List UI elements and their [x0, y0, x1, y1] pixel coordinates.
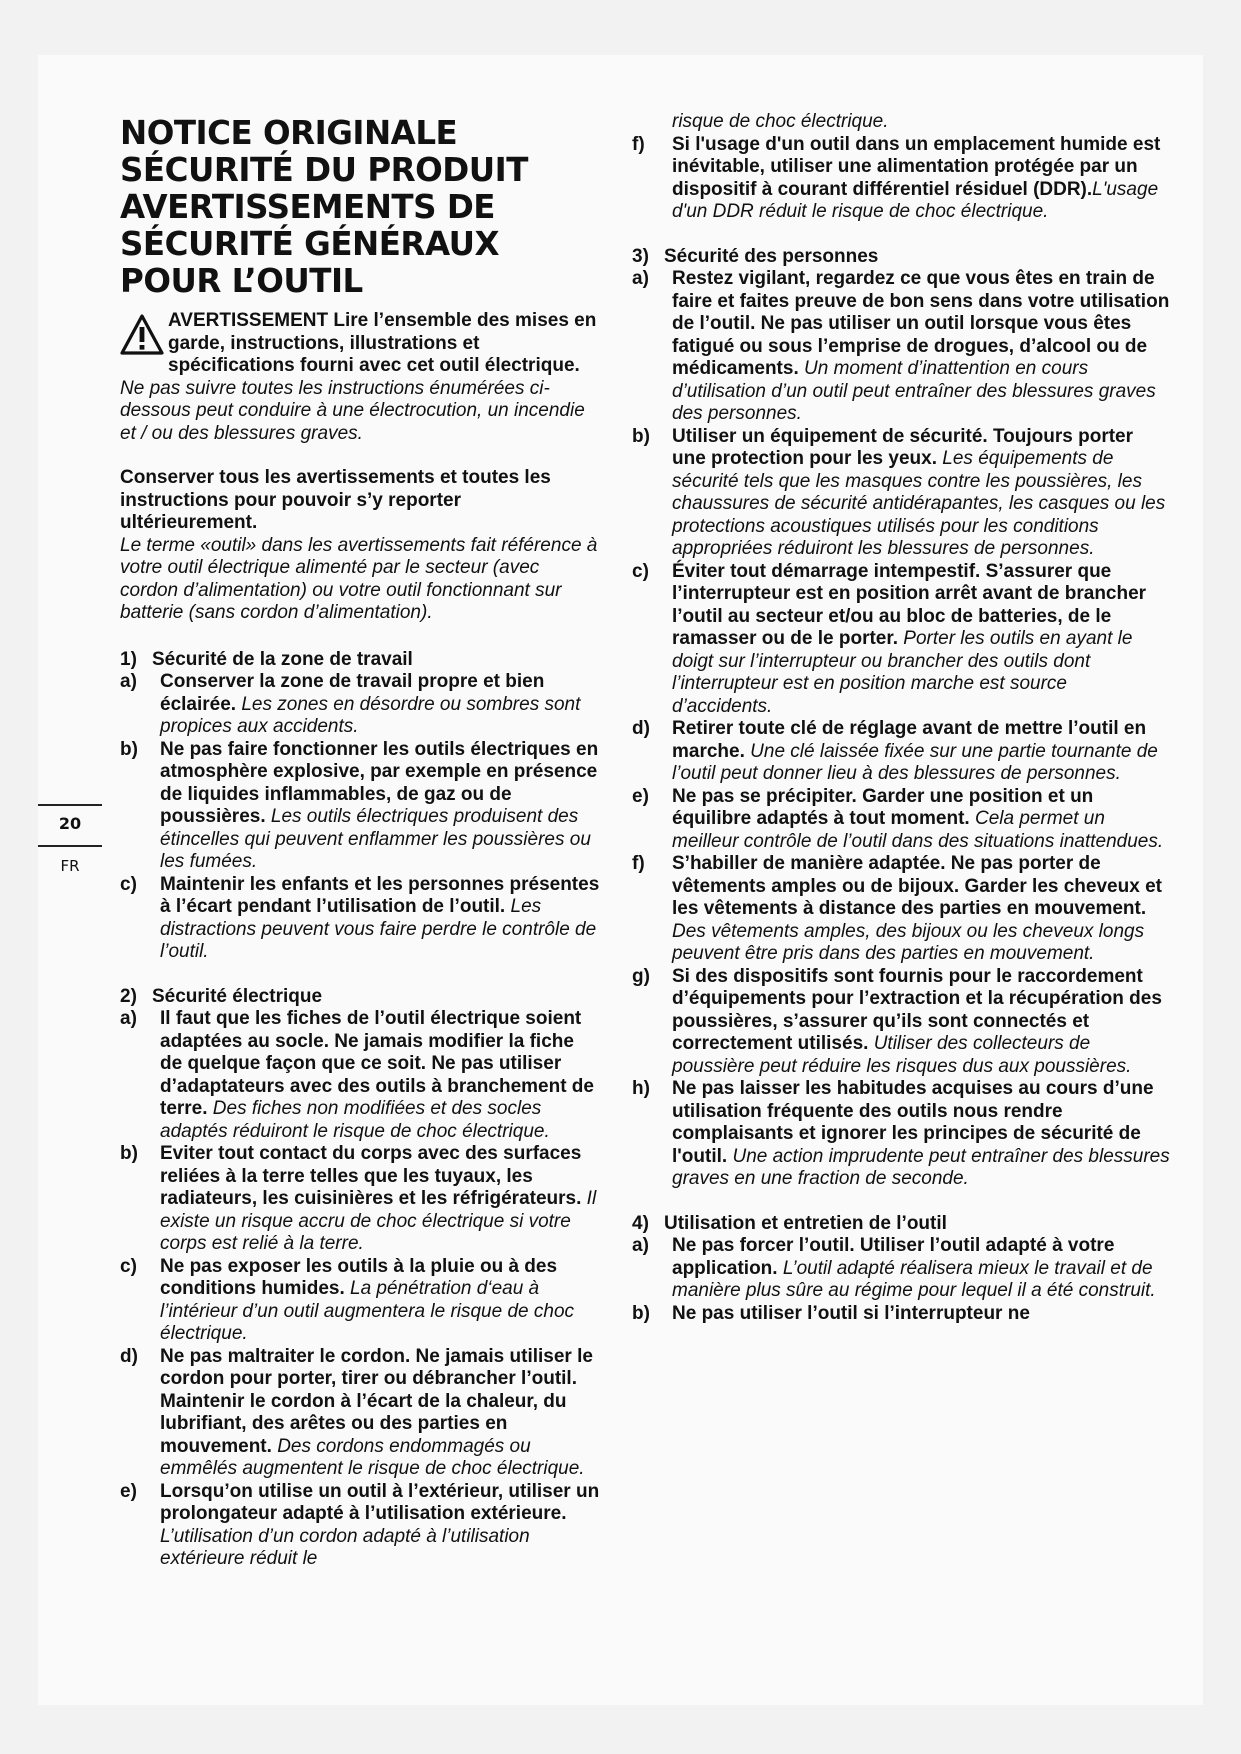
- section-work-area: [120, 649, 600, 964]
- item-bold-text: Conserver la zone de travail propre et bien éclairée.: [160, 671, 545, 715]
- item-italic-text: Des vêtements amples, des bijoux ou les cheveux longs peuvent être pris dans des parties en mouvement.: [672, 920, 1145, 964]
- section-heading: [632, 1213, 1172, 1236]
- item-letter: e): [632, 785, 649, 807]
- list-item: [632, 853, 1172, 966]
- item-bold-text: Utiliser un équipement de sécurité. Toujours porter une protection pour les yeux.: [672, 425, 1134, 469]
- section-number: 4): [632, 1212, 649, 1234]
- item-letter: h): [632, 1078, 650, 1099]
- language-code: FR: [60, 857, 80, 875]
- item-letter: f): [632, 853, 645, 874]
- item-bold-text: Ne pas faire fonctionner les outils électriques en atmosphère explosive, par exemple en présence de liquides inflammables, de gaz ou de poussières.: [160, 738, 599, 827]
- list-item: [632, 134, 1172, 224]
- list-item: [632, 1078, 1172, 1191]
- list-item: [632, 786, 1172, 854]
- left-column: [120, 111, 600, 1593]
- item-italic-text: Une action imprudente peut entraîner des blessures graves en une fraction de seconde.: [672, 1145, 1170, 1189]
- item-italic-text: L’utilisation d’un cordon adapté à l’utilisation extérieure réduit le: [160, 1525, 530, 1569]
- list-item: [120, 874, 600, 964]
- item-bold-text: Si l'usage d'un outil dans un emplacement humide est inévitable, utiliser une alimentation protégée par un dispositif à courant différentiel résiduel (DDR).: [672, 133, 1161, 200]
- keep-instructions: [120, 467, 600, 625]
- item-bold-text: Ne pas laisser les habitudes acquises au cours d’une utilisation fréquente des outils nous rendre complaisants et ignorer les principes de sécurité de l'outil.: [672, 1078, 1154, 1167]
- item-italic-text: Les outils électriques produisent des étincelles qui peuvent enflammer les poussières ou les fumées.: [160, 806, 591, 872]
- item-letter: b): [120, 738, 138, 760]
- list-item: [632, 1303, 1172, 1326]
- section-tool-use: [632, 1213, 1172, 1326]
- item-letter: b): [120, 1143, 138, 1164]
- item-letter: a): [632, 268, 649, 289]
- item-letter: a): [632, 1235, 649, 1256]
- item-bold-text: Ne pas maltraiter le cordon. Ne jamais utiliser le cordon pour porter, tirer ou débrancher l’outil. Maintenir le cordon à l’écart de la chaleur, du lubrifiant, des arêtes ou des parties en mouvement.: [160, 1345, 593, 1457]
- item-bold-text: Ne pas se précipiter. Garder une position et un équilibre adaptés à tout moment.: [672, 785, 1094, 829]
- keep-italic-text: Le terme «outil» dans les avertissements fait référence à votre outil électrique alimenté par le secteur (avec cordon d’alimentation) ou votre outil fonctionnant sur batterie (sans cordon d’alimentation).: [120, 534, 598, 623]
- warning-bold-text: Lire l’ensemble des mises en garde, instructions, illustrations et spécifications fourni avec cet outil électrique.: [168, 310, 597, 376]
- list-item: [632, 561, 1172, 719]
- item-bold-text: Lorsqu’on utilise un outil à l’extérieur, utiliser un prolongateur adapté à l’utilisation extérieure.: [160, 1480, 600, 1524]
- section-title: Sécurité de la zone de travail: [152, 648, 413, 670]
- general-warning: [120, 310, 600, 445]
- item-bold-text: Retirer toute clé de réglage avant de mettre l’outil en marche.: [672, 718, 1147, 762]
- item-letter: g): [632, 965, 650, 987]
- item-bold-text: Ne pas exposer les outils à la pluie ou à des conditions humides.: [160, 1255, 558, 1299]
- page-number-block: [38, 804, 102, 875]
- item-italic-text: Les zones en désordre ou sombres sont propices aux accidents.: [160, 693, 581, 737]
- item-italic-text: Il existe un risque accru de choc électrique si votre corps est relié à la terre.: [160, 1188, 597, 1254]
- item-letter: b): [632, 425, 650, 447]
- list-item: [120, 671, 600, 739]
- item-bold-text: Restez vigilant, regardez ce que vous êtes en train de faire et faites preuve de bon sens dans votre utilisation de l’outil. Ne pas utiliser un outil lorsque vous êtes fatigué ou sous l’emprise de drogues, d’alcool ou de médicaments.: [672, 268, 1170, 379]
- divider: [38, 804, 102, 806]
- item-italic-text: L’outil adapté réalisera mieux le travail et de manière plus sûre au régime pour lequel il a été construit.: [672, 1257, 1156, 1301]
- section-number: 2): [120, 985, 137, 1007]
- item-italic-text: Un moment d’inattention en cours d’utilisation d’un outil peut entraîner des blessures graves des personnes.: [672, 358, 1156, 424]
- warning-triangle-icon: [120, 313, 164, 357]
- list-item: [120, 1143, 600, 1256]
- item-italic-text: Une clé laissée fixée sur une partie tournante de l’outil peut donner lieu à des blessures de personnes.: [672, 740, 1158, 784]
- manual-page: [38, 55, 1203, 1705]
- item-italic-text: Cela permet un meilleur contrôle de l’outil dans des situations inattendues.: [672, 808, 1164, 852]
- item-letter: c): [632, 560, 649, 582]
- item-letter: c): [120, 1255, 137, 1277]
- item-letter: c): [120, 873, 137, 895]
- item-italic-text: L'usage d'un DDR réduit le risque de choc électrique.: [672, 178, 1159, 222]
- item-italic-text: Des fiches non modifiées et des socles adaptés réduiront le risque de choc électrique.: [160, 1098, 550, 1142]
- right-column: [632, 111, 1172, 1347]
- item-letter: e): [120, 1480, 137, 1502]
- section-heading: [120, 649, 600, 672]
- item-italic-text: Les équipements de sécurité tels que les masques contre les poussières, les chaussures de sécurité antidérapantes, les casques ou les protections acoustiques utilisés pour les conditions appropriées réduiront les blessures de personnes.: [672, 448, 1166, 559]
- list-item: [120, 1256, 600, 1346]
- warning-italic-text: Ne pas suivre toutes les instructions énumérées ci-dessous peut conduire à une électrocution, un incendie et / ou des blessures graves.: [120, 377, 585, 444]
- item-italic-text: Des cordons endommagés ou emmêlés augmentent le risque de choc électrique.: [160, 1435, 585, 1479]
- item-italic-text: La pénétration d‘eau à l’intérieur d’un outil augmentera le risque de choc électrique.: [160, 1278, 575, 1344]
- section-electrical: [120, 986, 600, 1571]
- section-number: 3): [632, 245, 649, 267]
- section-title: Utilisation et entretien de l’outil: [664, 1212, 947, 1234]
- item-letter: f): [632, 133, 645, 155]
- list-item: [632, 718, 1172, 786]
- list-item: [632, 1235, 1172, 1303]
- divider: [38, 845, 102, 847]
- item-bold-text: S’habiller de manière adaptée. Ne pas porter de vêtements amples ou de bijoux. Garder les cheveux et les vêtements à distance des parties en mouvement.: [672, 853, 1162, 919]
- list-item: [120, 1008, 600, 1143]
- page-title: NOTICE ORIGINALE SÉCURITÉ DU PRODUIT AVERTISSEMENTS DE SÉCURITÉ GÉNÉRAUX POUR L’OUTIL: [120, 114, 528, 300]
- item-letter: a): [120, 1008, 137, 1029]
- section-number: 1): [120, 648, 137, 670]
- item-bold-text: Ne pas utiliser l’outil si l’interrupteur ne: [672, 1302, 1030, 1324]
- item-letter: b): [632, 1302, 650, 1324]
- warning-label: AVERTISSEMENT: [168, 310, 329, 331]
- section-personal-safety: [632, 246, 1172, 1191]
- section-heading: [632, 246, 1172, 269]
- item-bold-text: Eviter tout contact du corps avec des surfaces reliées à la terre telles que les tuyaux, les radiateurs, les cuisinières et les réfrigérateurs.: [160, 1143, 582, 1209]
- list-item: [632, 966, 1172, 1079]
- item-bold-text: Maintenir les enfants et les personnes présentes à l’écart pendant l’utilisation de l’outil.: [160, 873, 600, 917]
- keep-bold-text: Conserver tous les avertissements et toutes les instructions pour pouvoir s’y reporter ultérieurement.: [120, 467, 551, 533]
- item-letter: d): [120, 1345, 138, 1367]
- list-item: [120, 739, 600, 874]
- section-heading: [120, 986, 600, 1009]
- item-bold-text: Ne pas forcer l’outil. Utiliser l’outil adapté à votre application.: [672, 1235, 1115, 1279]
- item-italic-text: Les distractions peuvent vous faire perdre le contrôle de l’outil.: [160, 896, 597, 962]
- section-title: Sécurité des personnes: [664, 245, 879, 267]
- item-letter: d): [632, 718, 650, 739]
- section-title: Sécurité électrique: [152, 985, 323, 1007]
- list-item: [632, 268, 1172, 426]
- item-bold-text: Éviter tout démarrage intempestif. S’assurer que l’interrupteur est en position arrêt avant de brancher l’outil au secteur et/ou au bloc de batteries, de le ramasser ou de le porter.: [672, 560, 1147, 649]
- item-letter: a): [120, 671, 137, 692]
- list-item: [632, 426, 1172, 561]
- item-bold-text: Il faut que les fiches de l’outil électrique soient adaptées au socle. Ne jamais modifier la fiche de quelque façon que ce soit. Ne pas utiliser d’adaptateurs avec des outils à branchement de terre.: [160, 1008, 594, 1119]
- list-item: [120, 1481, 600, 1571]
- item-italic-text: Utiliser des collecteurs de poussière peut réduire les risques dus aux poussières.: [672, 1033, 1132, 1077]
- item-italic-text: Porter les outils en ayant le doigt sur l’interrupteur ou brancher des outils dont l’interrupteur est en position marche est source d’accidents.: [672, 628, 1133, 717]
- list-item: [120, 1346, 600, 1481]
- page-number: 20: [58, 814, 82, 833]
- continued-text: risque de choc électrique.: [672, 111, 889, 132]
- item-bold-text: Si des dispositifs sont fournis pour le raccordement d’équipements pour l’extraction et la récupération des poussières, s’assurer qu’ils sont connectés et correctement utilisés.: [672, 965, 1162, 1054]
